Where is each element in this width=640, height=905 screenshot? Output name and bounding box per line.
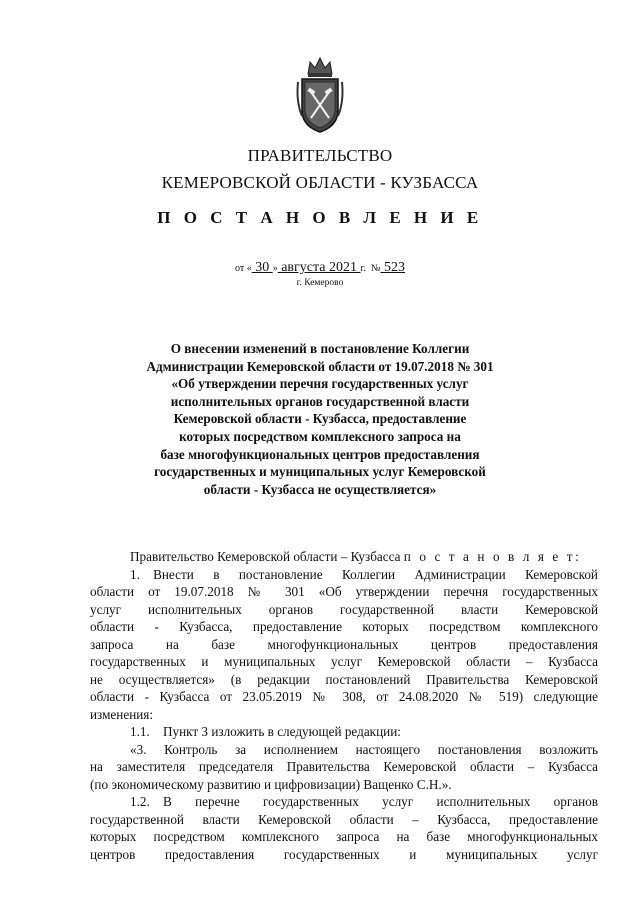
title-line: области - Кузбасса не осуществляется» [203,481,437,497]
paragraph-1-line: области - Кузбасса, предоставление которых посредством комплексного [90,619,598,634]
paragraph-1-2-line: 1.2. В перечне государственных услуг исполнительных органов [130,794,598,809]
paragraph-1-line: области - Кузбасса от 23.05.2019 № 308, от 24.08.2020 № 519) следующие [90,689,598,704]
paragraph-1-2-line: которых посредством комплексного запроса на базе многофункциональных [90,829,598,844]
title-line: исполнительных органов государственной власти [170,393,470,409]
title-line: «Об утверждении перечня государственных услуг [171,376,469,392]
date-year-suffix: г. [360,263,366,274]
title-line: О внесении изменений в постановление Коллегии [170,341,470,356]
intro-verb: п о с т а н о в л я е т: [403,549,582,564]
paragraph-1-1-quote-line: на заместителя председателя Правительства Кемеровской области – Кузбасса [90,759,598,774]
paragraph-1-1: 1.1. Пункт 3 изложить в следующей редакции: [130,724,401,739]
paragraph-1-last-line: изменения: [90,706,154,722]
paragraph-1-2-line: государственной власти Кемеровской области – Кузбасса, предоставление [90,811,598,827]
paragraph-1-1-quote-line: «3. Контроль за исполнением настоящего постановления возложить [130,741,598,757]
paragraph-1-2-line: центров предоставления государственных и муниципальных услуг [90,846,598,862]
paragraph-1-line: не осуществляется» (в редакции постановлений Правительства Кемеровской [90,671,598,687]
document-body [90,548,598,863]
government-name-line1: ПРАВИТЕЛЬСТВО [247,146,393,165]
paragraph-1-1-quote-last-line: (по экономическому развитию и цифровизации) Ващенко С.Н.». [90,776,452,792]
number-sign: № [370,263,381,274]
title-line: которых посредством комплексного запроса на [179,428,461,444]
date-month-year: августа 2021 [277,260,361,275]
paragraph-1-line: услуг исполнительных органов государственной власти Кемеровской [90,601,598,617]
paragraph-1-line: области от 19.07.2018 № 301 «Об утверждении перечня государственных [90,584,598,599]
city-label: г. Кемерово [296,278,344,288]
date-prefix: от « [234,263,252,274]
coat-of-arms-emblem [294,52,346,136]
date-day: 30 [251,260,273,275]
intro-paragraph [90,548,598,566]
document-title [100,340,540,498]
paragraph-1-line: 1. Внести в постановление Коллегии Администрации Кемеровской [130,566,598,582]
paragraph-1-line: государственных и муниципальных услуг Кемеровской области – Кузбасса [90,654,598,669]
title-line: базе многофункциональных центров предоставления [160,446,480,462]
title-line: государственных и муниципальных услуг Кемеровской [154,464,486,480]
title-line: Кемеровской области - Кузбасса, предоставление [173,411,467,427]
intro-prefix: Правительство Кемеровской области – Кузбасса [130,549,401,564]
title-line: Администрации Кемеровской области от 19.07.2018 № 301 [146,358,494,374]
date-mid: » [272,263,278,274]
document-type-heading: П О С Т А Н О В Л Е Н И Е [157,208,483,227]
document-number: 523 [380,260,406,275]
paragraph-1-line: запроса на базе многофункциональных центров предоставления [90,636,598,652]
government-name-line2: КЕМЕРОВСКОЙ ОБЛАСТИ - КУЗБАССА [161,173,479,192]
date-number-line [0,260,640,276]
